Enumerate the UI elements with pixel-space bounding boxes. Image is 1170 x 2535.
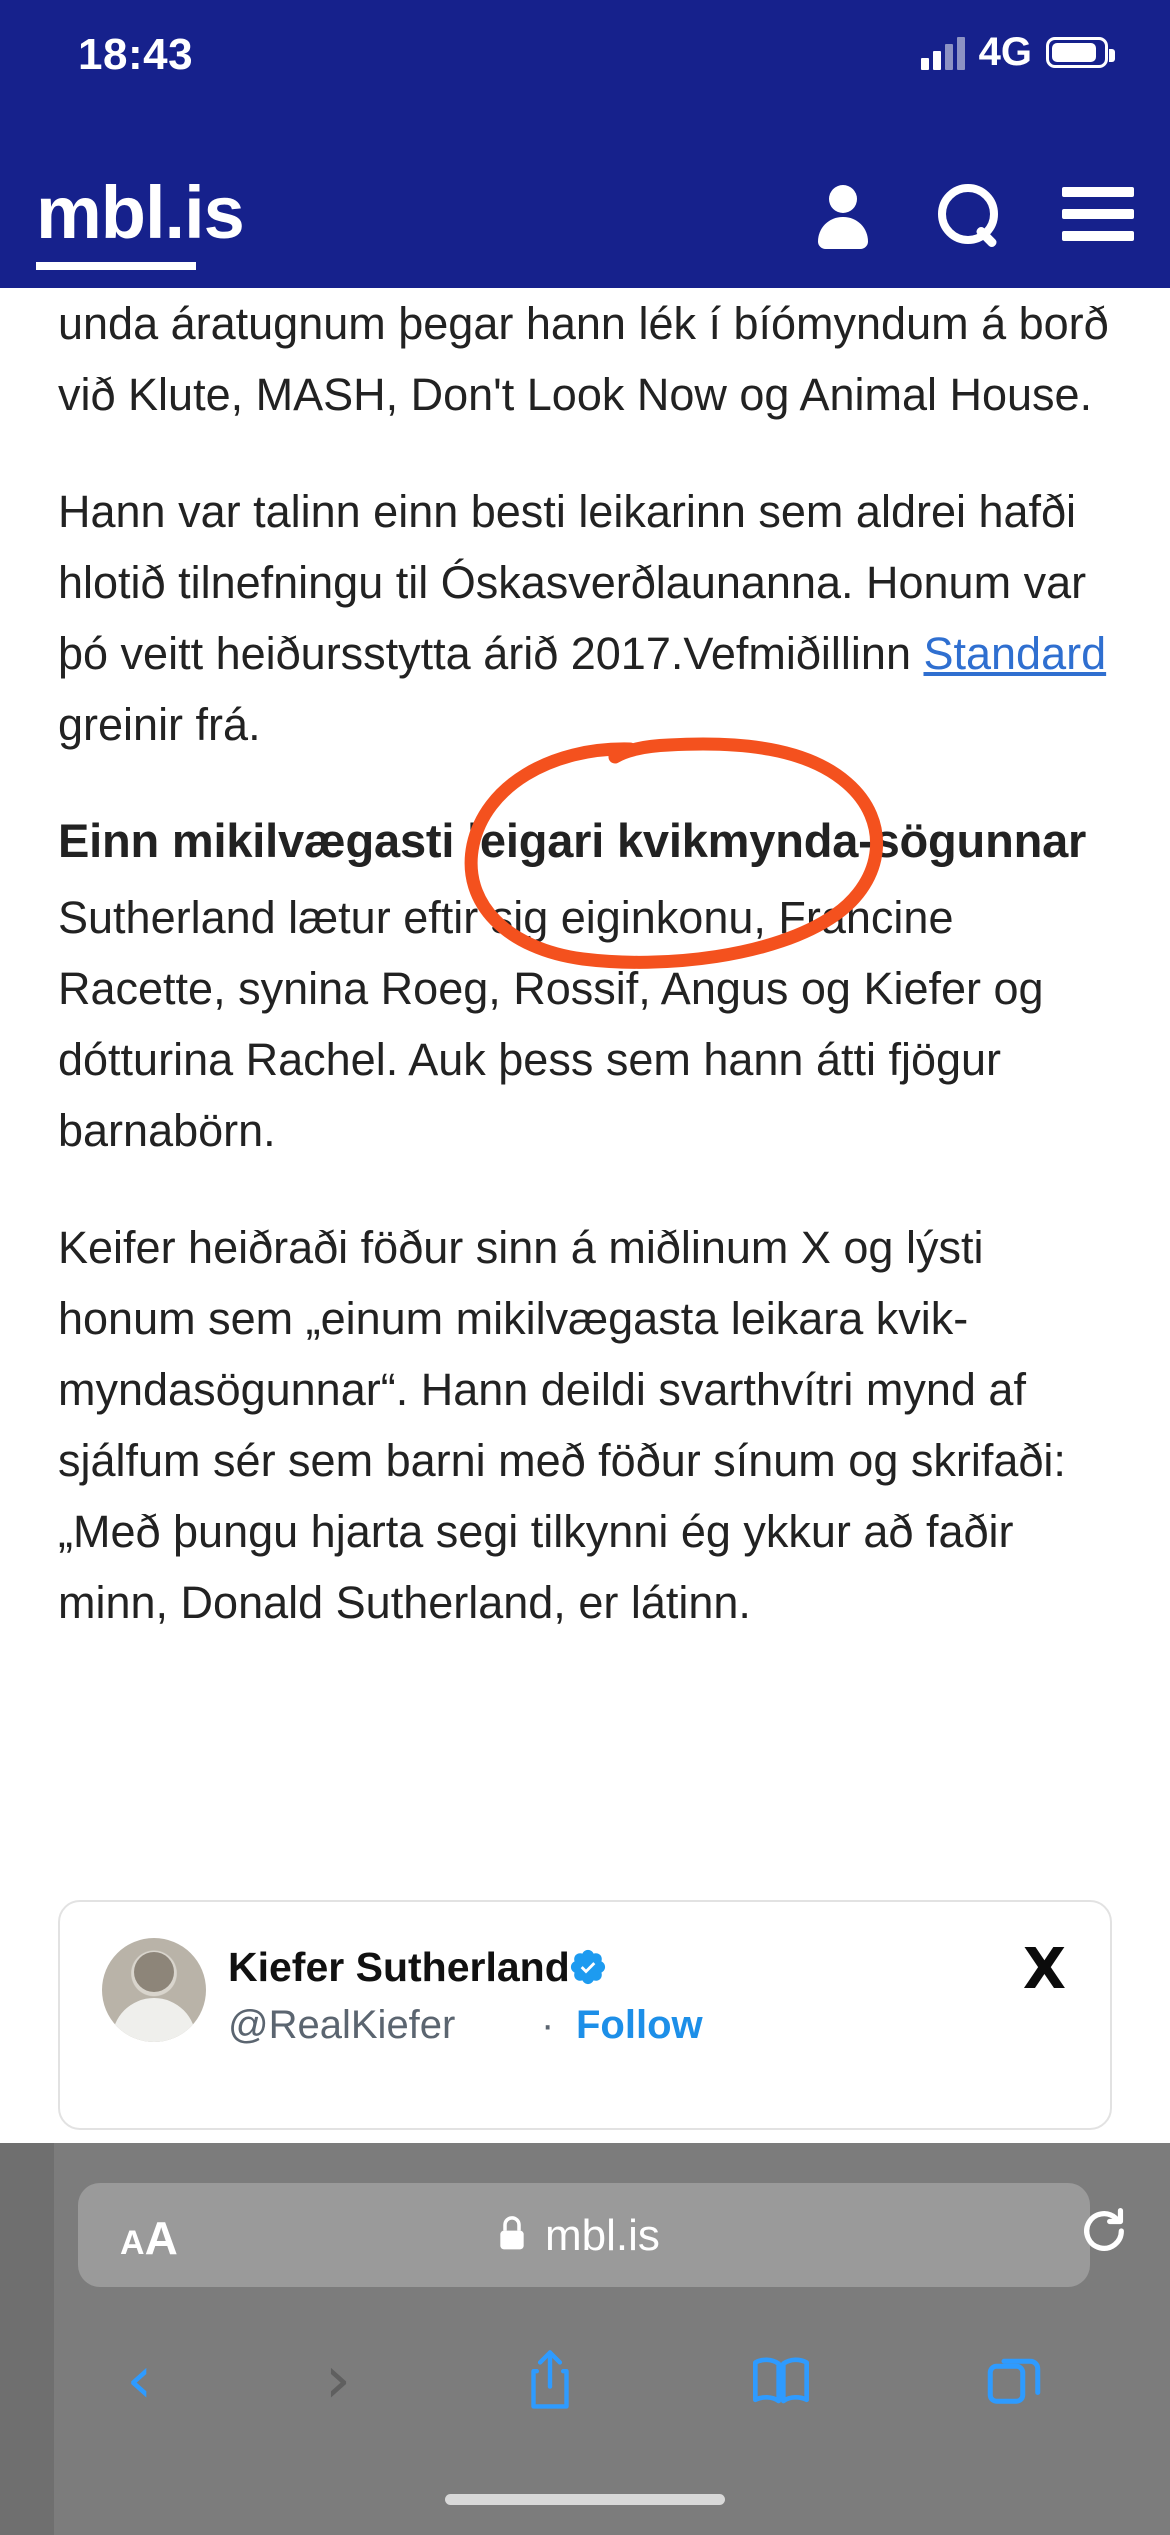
search-icon[interactable] (936, 182, 1000, 246)
tweet-author-name: Kiefer Sutherland (228, 1944, 570, 1990)
text-size-button[interactable] (120, 2211, 178, 2265)
logo-underline (36, 262, 196, 270)
back-button[interactable]: ‹ (126, 2341, 153, 2418)
tweet-separator: · (541, 2003, 555, 2047)
follow-button[interactable]: Follow (576, 2003, 703, 2047)
account-icon[interactable] (812, 183, 874, 245)
home-indicator (445, 2494, 725, 2505)
article-paragraph-4: Keifer heiðraði föður sinn á miðlinum X og lýsti honum sem „einum mikilvægasta leikara kvik-myndasögunnar“. Hann deildi svarthvítri mynd af sjálfum sér sem barni með föður sínum og skrifaði: „Með þungu hjarta segi tilkynni ég ykkur að faðir minn, Donald Sutherland, er látinn. (58, 1222, 1066, 1628)
text-size-small-a: A (120, 2224, 145, 2262)
paragraph-2-text-after-link: greinir frá. (58, 699, 261, 750)
signal-bars-icon (921, 36, 965, 70)
forward-button[interactable]: › (324, 2341, 352, 2418)
text-size-large-a: A (144, 2212, 178, 2264)
article-body (0, 288, 1170, 1684)
tweet-embed-card[interactable] (58, 1900, 1112, 2130)
article-subheading: Einn mikilvægasti leigari kvikmynda-sögunnar (58, 814, 1087, 867)
site-header (0, 140, 1170, 288)
article-paragraph-2 (58, 476, 1112, 760)
url-text: mbl.is (545, 2211, 660, 2260)
battery-icon (1046, 37, 1108, 68)
status-time: 18:43 (78, 30, 194, 79)
reload-icon[interactable] (1078, 2205, 1130, 2257)
lock-icon (498, 2213, 526, 2253)
avatar (102, 1938, 206, 2042)
site-logo[interactable]: mbl.is (36, 171, 244, 254)
article-paragraph-3: Sutherland lætur eftir sig eiginkonu, Francine Racette, synina Roeg, Rossif, Angus og Kiefer og dótturina Rachel. Auk þess sem hann átti fjögur barnabörn. (58, 892, 1044, 1156)
article-paragraph-1: unda áratugnum þegar hann lék í bíómyndum á borð við Klute, MASH, Don't Look Now og Animal House. (58, 298, 1109, 420)
tabs-button[interactable] (984, 2350, 1044, 2410)
status-indicators (921, 30, 1108, 75)
header-icon-group (812, 140, 1134, 288)
bookmarks-button[interactable] (750, 2352, 812, 2408)
tweet-author-handle: @RealKiefer (228, 2003, 456, 2047)
x-logo-icon[interactable]: X (1022, 1937, 1066, 2002)
share-button[interactable] (523, 2347, 577, 2413)
status-bar (0, 0, 1170, 140)
network-type-label: 4G (978, 30, 1032, 74)
standard-link[interactable]: Standard (923, 628, 1107, 679)
paragraph-2-text-before-link: Hann var talinn einn besti leikarinn sem aldrei hafði hlotið tilnefningu til Óskasverðlaunanna. Honum var þó veitt heiðursstytta árið 2017.Vefmiðillinn (58, 486, 1087, 679)
browser-toolbar (0, 2315, 1170, 2445)
safari-bottom-bar (0, 2143, 1170, 2535)
hamburger-menu-icon[interactable] (1062, 187, 1134, 241)
verified-badge-icon (568, 1947, 608, 1987)
